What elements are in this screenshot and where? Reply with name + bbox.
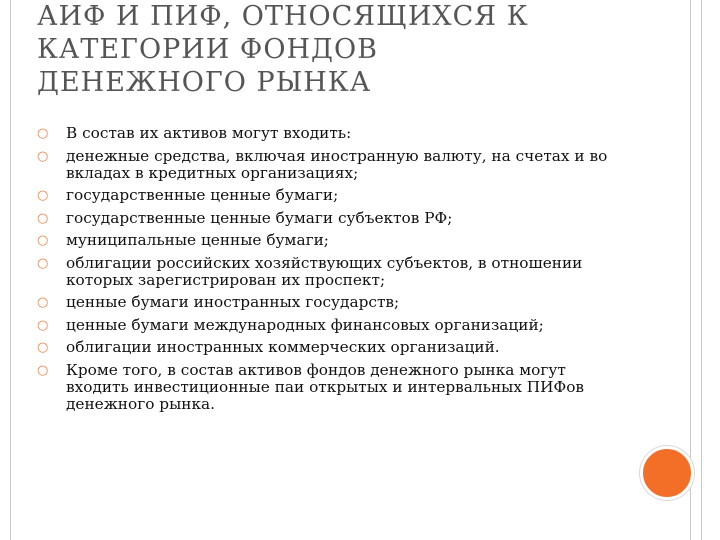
circle-bullet-icon: ○ — [37, 317, 49, 333]
bullet-list — [34, 125, 614, 418]
circle-bullet-icon: ○ — [37, 255, 49, 271]
list-item — [34, 362, 614, 413]
slide-title-line: ДЕНЕЖНОГО РЫНКА — [37, 67, 372, 98]
list-item — [34, 339, 614, 356]
slide-title-line: КАТЕГОРИИ ФОНДОВ — [37, 34, 378, 65]
list-item-text: денежные средства, включая иностранную валюту, на счетах и во вкладах в кредитных организациях; — [66, 146, 608, 182]
list-item — [34, 294, 614, 311]
slide-title — [37, 0, 657, 99]
list-item — [34, 187, 614, 204]
circle-bullet-icon: ○ — [37, 126, 49, 141]
list-item — [34, 317, 614, 334]
list-item-text: государственные ценные бумаги субъектов РФ; — [66, 208, 453, 227]
slide-frame-right-outer-line — [701, 0, 702, 540]
list-item-text: В состав их активов могут входить: — [66, 124, 352, 142]
circle-bullet-icon: ○ — [37, 188, 49, 203]
list-item-text: облигации иностранных коммерческих организаций. — [66, 338, 500, 356]
circle-bullet-icon: ○ — [37, 148, 49, 164]
list-item-text: ценные бумаги иностранных государств; — [66, 293, 400, 311]
list-item — [34, 210, 614, 227]
circle-bullet-icon: ○ — [37, 210, 49, 226]
list-item — [34, 232, 614, 249]
circle-bullet-icon: ○ — [37, 362, 49, 378]
list-item — [34, 148, 614, 182]
list-item-text: Кроме того, в состав активов фондов денежного рынка могут входить инвестиционные паи открытых и интервальных ПИФов денежного рынка. — [66, 360, 585, 413]
list-item-text: облигации российских хозяйствующих субъектов, в отношении которых зарегистрирован их проспект; — [66, 253, 583, 289]
slide-title-line: АИФ И ПИФ, ОТНОСЯЩИХСЯ К — [37, 1, 529, 32]
list-item — [34, 255, 614, 289]
slide-frame-left-line — [10, 0, 11, 540]
list-item-text: государственные ценные бумаги; — [66, 186, 339, 204]
list-item-text: муниципальные ценные бумаги; — [66, 231, 329, 249]
circle-bullet-icon: ○ — [37, 340, 49, 355]
list-item-text: ценные бумаги международных финансовых организаций; — [66, 315, 544, 334]
orange-circle-decoration — [640, 446, 694, 500]
circle-bullet-icon: ○ — [37, 295, 49, 310]
list-item — [34, 125, 614, 142]
circle-bullet-icon: ○ — [37, 233, 49, 248]
